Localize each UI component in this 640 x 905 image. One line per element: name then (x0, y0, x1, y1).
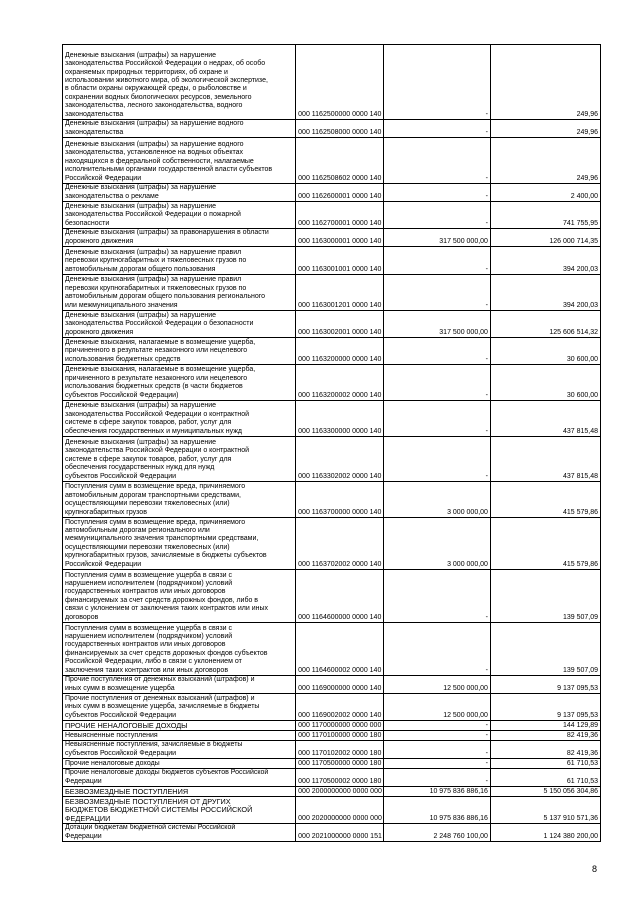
row-plan-cell: - (383, 741, 490, 759)
row-plan-cell: - (383, 45, 490, 120)
row-plan-cell: - (383, 769, 490, 787)
row-plan-cell: - (383, 623, 490, 676)
row-plan-cell: - (383, 275, 490, 311)
row-plan-cell: - (383, 437, 490, 482)
row-fact-cell: 249,96 (490, 45, 600, 120)
row-code-cell: 000 2000000000 0000 000 (296, 787, 384, 797)
row-plan-cell: - (383, 570, 490, 623)
row-code-cell: 000 1170500000 0000 180 (296, 759, 384, 769)
row-fact-cell: 82 419,36 (490, 731, 600, 741)
row-plan-cell: 2 248 760 100,00 (383, 824, 490, 842)
table-row (63, 401, 601, 437)
row-plan-cell: 10 975 836 886,16 (383, 797, 490, 824)
row-code-cell: 000 1170100000 0000 180 (296, 731, 384, 741)
table-row (63, 759, 601, 769)
row-fact-cell: 61 710,53 (490, 759, 600, 769)
row-code-cell: 000 1163702002 0000 140 (296, 518, 384, 570)
row-code-cell: 000 1162508000 0000 140 (296, 120, 384, 138)
row-name-cell: Денежные взыскания (штрафы) за нарушение законодательства Российской Федерации о контрактной системе в сфере закупок товаров, работ, услуг для обеспечения государственных и муниципальных нужд (63, 401, 296, 437)
page-number: 8 (592, 864, 598, 874)
row-code-cell: 000 1162600001 0000 140 (296, 184, 384, 202)
row-plan-cell: 3 000 000,00 (383, 518, 490, 570)
row-code-cell: 000 1169000000 0000 140 (296, 676, 384, 694)
row-plan-cell: - (383, 759, 490, 769)
table-row (63, 721, 601, 731)
row-code-cell: 000 1162500000 0000 140 (296, 45, 384, 120)
table-row (63, 787, 601, 797)
row-fact-cell: 437 815,48 (490, 437, 600, 482)
row-code-cell: 000 1169002002 0000 140 (296, 694, 384, 721)
row-plan-cell: 12 500 000,00 (383, 694, 490, 721)
table-row (63, 120, 601, 138)
row-fact-cell: 30 600,00 (490, 338, 600, 365)
row-fact-cell: 5 150 056 304,86 (490, 787, 600, 797)
row-code-cell: 000 1163300000 0000 140 (296, 401, 384, 437)
table-row (63, 437, 601, 482)
row-name-cell: Прочие поступления от денежных взысканий (штрафов) и иных сумм в возмещение ущерба, зачисляемые в бюджеты субъектов Российской Федерации (63, 694, 296, 721)
row-fact-cell: 82 419,36 (490, 741, 600, 759)
table-row (63, 824, 601, 842)
row-plan-cell: - (383, 365, 490, 401)
row-fact-cell: 9 137 095,53 (490, 694, 600, 721)
row-name-cell: Прочие поступления от денежных взысканий (штрафов) и иных сумм в возмещение ущерба (63, 676, 296, 694)
row-code-cell: 000 1170000000 0000 000 (296, 721, 384, 731)
row-plan-cell: - (383, 338, 490, 365)
row-plan-cell: - (383, 184, 490, 202)
budget-table (62, 44, 601, 842)
row-name-cell: Прочие неналоговые доходы бюджетов субъектов Российской Федерации (63, 769, 296, 787)
row-fact-cell: 437 815,48 (490, 401, 600, 437)
table-row (63, 482, 601, 518)
budget-table-body (63, 45, 601, 842)
table-row (63, 202, 601, 229)
row-plan-cell: 317 500 000,00 (383, 311, 490, 338)
row-plan-cell: - (383, 247, 490, 275)
table-row (63, 676, 601, 694)
table-row (63, 229, 601, 247)
row-name-cell: Невыясненные поступления (63, 731, 296, 741)
row-plan-cell: - (383, 721, 490, 731)
table-row (63, 45, 601, 120)
table-row (63, 570, 601, 623)
row-name-cell: Денежные взыскания (штрафы) за правонарушения в области дорожного движения (63, 229, 296, 247)
row-name-cell: Денежные взыскания (штрафы) за нарушение законодательства Российской Федерации о безопасности дорожного движения (63, 311, 296, 338)
row-code-cell: 000 1162700001 0000 140 (296, 202, 384, 229)
row-code-cell: 000 2021000000 0000 151 (296, 824, 384, 842)
row-fact-cell: 30 600,00 (490, 365, 600, 401)
row-name-cell: Поступления сумм в возмещение ущерба в связи с нарушением исполнителем (подрядчиком) условий государственных контрактов или иных договоров финансируемых за счет средств дорожных фондов субъектов Российской Федерации, либо в связи с уклонением от заключения таких контрактов или иных договоров (63, 623, 296, 676)
row-name-cell: Денежные взыскания, налагаемые в возмещение ущерба, причиненного в результате незаконного или нецелевого использования бюджетных средств (в части бюджетов субъектов Российской Федерации) (63, 365, 296, 401)
row-code-cell: 000 1163302002 0000 140 (296, 437, 384, 482)
row-plan-cell: - (383, 138, 490, 184)
row-plan-cell: 3 000 000,00 (383, 482, 490, 518)
row-fact-cell: 249,96 (490, 138, 600, 184)
row-code-cell: 000 1163002001 0000 140 (296, 311, 384, 338)
table-row (63, 623, 601, 676)
table-row (63, 275, 601, 311)
row-code-cell: 000 1163000001 0000 140 (296, 229, 384, 247)
row-code-cell: 000 1162508602 0000 140 (296, 138, 384, 184)
row-fact-cell: 415 579,86 (490, 518, 600, 570)
row-name-cell: Денежные взыскания (штрафы) за нарушение законодательства Российской Федерации о недрах, об особо охраняемых природных территориях, об охране и использовании животного мира, об экологической экспертизе, в области охраны окружающей среды, о рыболовстве и сохранении водных биологических ресурсов, земельного законодательства, лесного законодательства, водного законодательства (63, 45, 296, 120)
row-name-cell: Денежные взыскания (штрафы) за нарушение правил перевозки крупногабаритных и тяжеловесных грузов по автомобильным дорогам общего пользования (63, 247, 296, 275)
row-name-cell: БЕЗВОЗМЕЗДНЫЕ ПОСТУПЛЕНИЯ ОТ ДРУГИХ БЮДЖЕТОВ БЮДЖЕТНОЙ СИСТЕМЫ РОССИЙСКОЙ ФЕДЕРАЦИИ (63, 797, 296, 824)
table-row (63, 741, 601, 759)
row-name-cell: Денежные взыскания (штрафы) за нарушение водного законодательства (63, 120, 296, 138)
row-plan-cell: 10 975 836 886,16 (383, 787, 490, 797)
table-row (63, 769, 601, 787)
row-plan-cell: - (383, 120, 490, 138)
table-row (63, 184, 601, 202)
row-name-cell: Денежные взыскания, налагаемые в возмещение ущерба, причиненного в результате незаконного или нецелевого использования бюджетных средств (63, 338, 296, 365)
row-name-cell: ПРОЧИЕ НЕНАЛОГОВЫЕ ДОХОДЫ (63, 721, 296, 731)
table-row (63, 694, 601, 721)
row-fact-cell: 139 507,09 (490, 570, 600, 623)
row-fact-cell: 394 200,03 (490, 247, 600, 275)
row-code-cell: 000 1164600002 0000 140 (296, 623, 384, 676)
row-fact-cell: 126 000 714,35 (490, 229, 600, 247)
table-row (63, 731, 601, 741)
row-plan-cell: - (383, 202, 490, 229)
row-code-cell: 000 1163700000 0000 140 (296, 482, 384, 518)
row-name-cell: Прочие неналоговые доходы (63, 759, 296, 769)
row-code-cell: 000 1163001201 0000 140 (296, 275, 384, 311)
row-code-cell: 000 1163200000 0000 140 (296, 338, 384, 365)
row-name-cell: Денежные взыскания (штрафы) за нарушение водного законодательства, установленное на водных объектах находящихся в федеральной собственности, налагаемые исполнительными органами государственной власти субъектов Российской Федерации (63, 138, 296, 184)
row-name-cell: Денежные взыскания (штрафы) за нарушение законодательства Российской Федерации о контрактной системе в сфере закупок товаров, работ, услуг для обеспечения государственных нужд для нужд субъектов Российской Федерации (63, 437, 296, 482)
row-name-cell: Поступления сумм в возмещение ущерба в связи с нарушением исполнителем (подрядчиком) условий государственных контрактов или иных договоров финансируемых за счет средств дорожных фондов, либо в связи с уклонением от заключения таких контрактов или иных договоров (63, 570, 296, 623)
row-fact-cell: 125 606 514,32 (490, 311, 600, 338)
row-fact-cell: 144 129,89 (490, 721, 600, 731)
row-fact-cell: 139 507,09 (490, 623, 600, 676)
row-name-cell: Поступления сумм в возмещение вреда, причиняемого автомобильным дорогам регионального или межмуниципального значения транспортными средствами, осуществляющими перевозки тяжеловесных (или) крупногабаритных грузов, зачисляемые в бюджеты субъектов Российской Федерации (63, 518, 296, 570)
row-code-cell: 000 1164600000 0000 140 (296, 570, 384, 623)
row-code-cell: 000 2020000000 0000 000 (296, 797, 384, 824)
table-row (63, 311, 601, 338)
table-row (63, 365, 601, 401)
table-row (63, 518, 601, 570)
row-fact-cell: 394 200,03 (490, 275, 600, 311)
row-code-cell: 000 1170500002 0000 180 (296, 769, 384, 787)
row-fact-cell: 5 137 910 571,36 (490, 797, 600, 824)
row-fact-cell: 1 124 380 200,00 (490, 824, 600, 842)
row-name-cell: БЕЗВОЗМЕЗДНЫЕ ПОСТУПЛЕНИЯ (63, 787, 296, 797)
row-code-cell: 000 1163200002 0000 140 (296, 365, 384, 401)
row-plan-cell: - (383, 731, 490, 741)
row-name-cell: Денежные взыскания (штрафы) за нарушение правил перевозки крупногабаритных и тяжеловесных грузов по автомобильным дорогам общего пользования регионального или межмуниципального значения (63, 275, 296, 311)
table-row (63, 138, 601, 184)
row-fact-cell: 9 137 095,53 (490, 676, 600, 694)
row-fact-cell: 415 579,86 (490, 482, 600, 518)
row-name-cell: Поступления сумм в возмещение вреда, причиняемого автомобильным дорогам транспортными средствами, осуществляющими перевозки тяжеловесных (или) крупногабаритных грузов (63, 482, 296, 518)
table-row (63, 247, 601, 275)
row-fact-cell: 61 710,53 (490, 769, 600, 787)
table-row (63, 797, 601, 824)
row-fact-cell: 741 755,95 (490, 202, 600, 229)
row-fact-cell: 2 400,00 (490, 184, 600, 202)
row-code-cell: 000 1170102002 0000 180 (296, 741, 384, 759)
row-name-cell: Невыясненные поступления, зачисляемые в бюджеты субъектов Российской Федерации (63, 741, 296, 759)
row-name-cell: Денежные взыскания (штрафы) за нарушение законодательства Российской Федерации о пожарной безопасности (63, 202, 296, 229)
row-plan-cell: - (383, 401, 490, 437)
row-plan-cell: 12 500 000,00 (383, 676, 490, 694)
row-name-cell: Денежные взыскания (штрафы) за нарушение законодательства о рекламе (63, 184, 296, 202)
row-name-cell: Дотации бюджетам бюджетной системы Российской Федерации (63, 824, 296, 842)
row-fact-cell: 249,96 (490, 120, 600, 138)
row-plan-cell: 317 500 000,00 (383, 229, 490, 247)
row-code-cell: 000 1163001001 0000 140 (296, 247, 384, 275)
table-row (63, 338, 601, 365)
